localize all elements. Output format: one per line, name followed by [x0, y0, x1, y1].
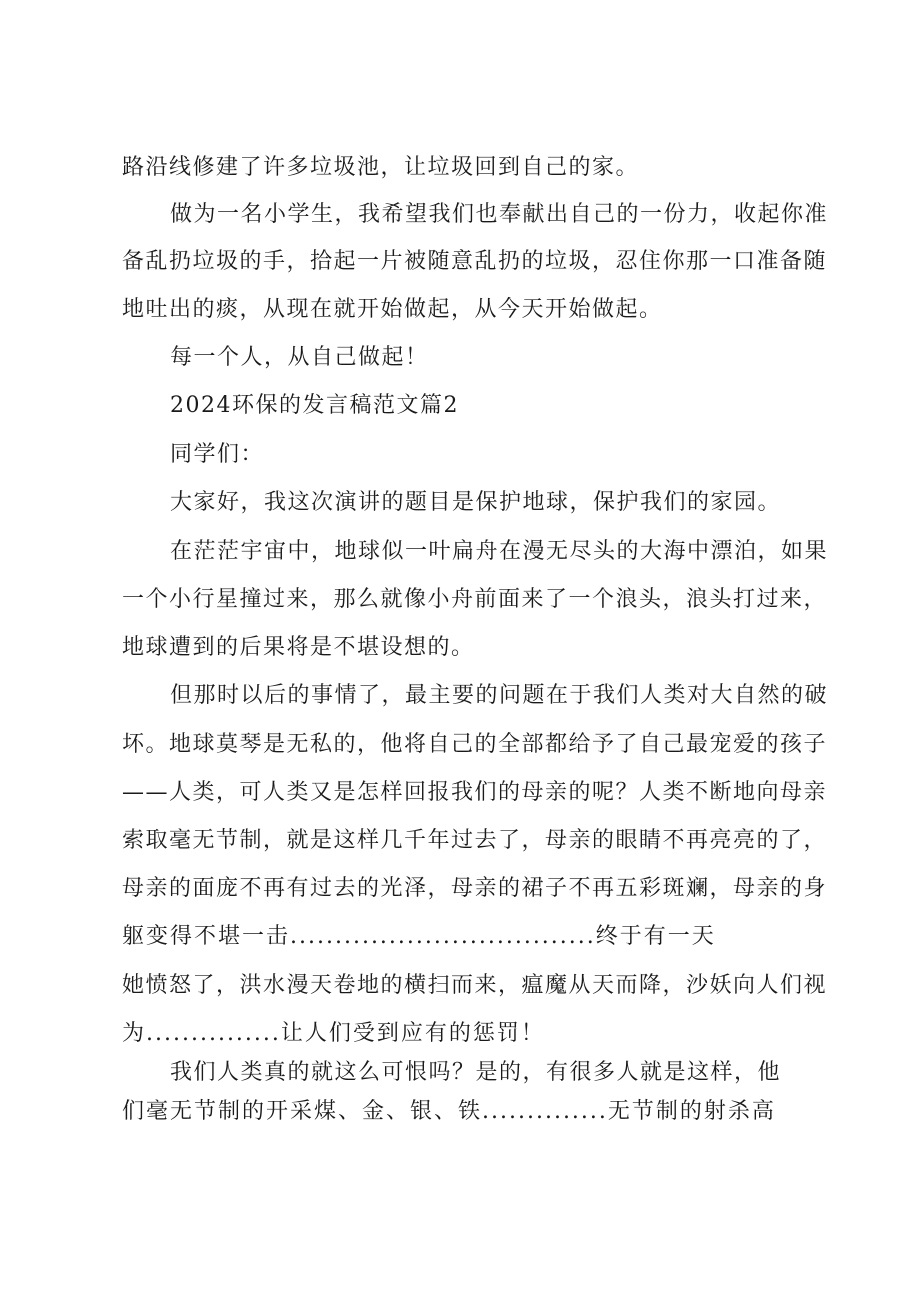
text-line: 我们人类真的就这么可恨吗？是的，有很多人就是这样，他: [170, 1060, 782, 1085]
text-line: 她愤怒了，洪水漫天卷地的横扫而来，瘟魔从天而降，沙妖向人们视: [122, 973, 828, 998]
text-line: 们毫无节制的开采煤、金、银、铁..............无节制的射杀高: [122, 1099, 776, 1124]
salutation: 同学们：: [170, 442, 265, 467]
text-line: 备乱扔垃圾的手，拾起一片被随意乱扔的垃圾，忍住你那一口准备随: [122, 249, 828, 274]
text-line: 地吐出的痰，从现在就开始做起，从今天开始做起。: [122, 297, 663, 322]
section-heading: 2024环保的发言稿范文篇2: [170, 393, 459, 418]
text-line: ——人类，可人类又是怎样回报我们的母亲的呢？人类不断地向母亲: [122, 780, 828, 805]
text-line: 每一个人，从自己做起！: [170, 345, 429, 370]
text-line: 索取毫无节制，就是这样几千年过去了，母亲的眼睛不再亮亮的了，: [122, 828, 828, 853]
text-line: 在茫茫宇宙中，地球似一叶扁舟在漫无尽头的大海中漂泊，如果: [170, 539, 829, 564]
text-line: 躯变得不堪一击..................................终于有一天: [122, 924, 716, 949]
text-line: 地球遭到的后果将是不堪设想的。: [122, 635, 475, 660]
text-line: 大家好，我这次演讲的题目是保护地球，保护我们的家园。: [170, 490, 782, 515]
text-line: 路沿线修建了许多垃圾池，让垃圾回到自己的家。: [122, 155, 640, 180]
text-line: 坏。地球莫琴是无私的，他将自己的全部都给予了自己最宠爱的孩子: [122, 732, 828, 757]
text-line: 但那时以后的事情了，最主要的问题在于我们人类对大自然的破: [170, 683, 829, 708]
text-line: 做为一名小学生，我希望我们也奉献出自己的一份力，收起你准: [170, 202, 829, 227]
text-line: 一个小行星撞过来，那么就像小舟前面来了一个浪头，浪头打过来，: [122, 587, 828, 612]
text-line: 母亲的面庞不再有过去的光泽，母亲的裙子不再五彩斑斓，母亲的身: [122, 876, 828, 901]
text-line: 为...............让人们受到应有的惩罚！: [122, 1021, 545, 1046]
